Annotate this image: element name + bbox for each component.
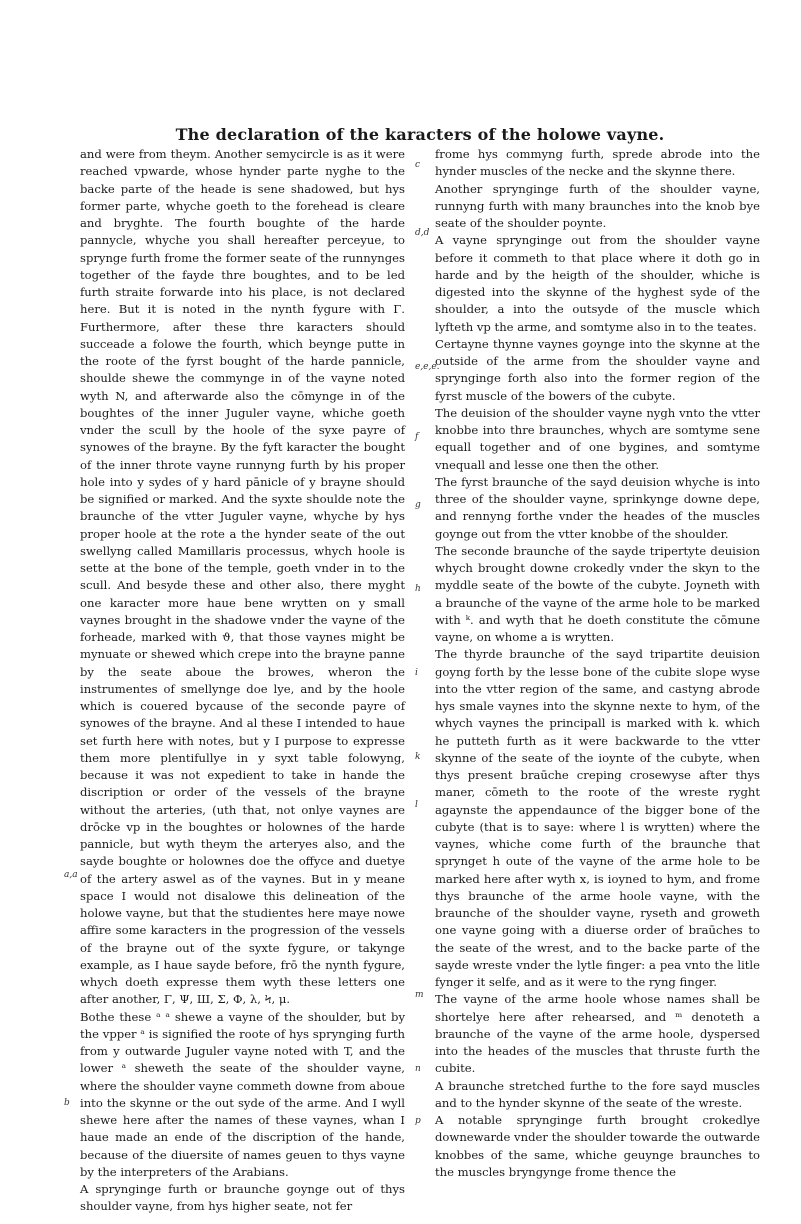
right-paragraph-6: The fyrst braunche of the sayd deuision whyche is into three of the shoulder vayne, sprinkynge downe depe, and rennyng forthe vnder the heades of the muscles goynge out from the vtter knobbe of the shoulder.: [435, 474, 760, 541]
left-paragraph-1: and were from theym. Another semycircle is as it were reached vpwarde, whose hynder parte nyghe to the backe parte of the heade is sene shadowed, but hys former parte, whyche goeth to the forehead is cleare and bryghte. The fourth boughte of the harde pannycle, whyche you shall hereafter perceyue, to sprynge furth frome the former seate of the runnynges together of the fayde thre boughtes, and to be led furth straite forwarde into his place, is not declared here. But it is noted in the nynth fygure with Γ. Furthermore, after these thre karacters should succeade a folowe the fourth, which beynge putte in the roote of the fyrst bought of the harde pannicle, shoulde shewe the commynge in of the vayne noted wyth N, and afterwarde also the cōmynge in of the boughtes of the inner Juguler vayne, whiche goeth vnder the scull by the hoole of the syxe payre of synowes of the brayne. By the fyft karacter the bought of the inner throte vayne runnyng furth by his proper hole into y sydes of y hard pānicle of y brayne should be signified or marked. And the syxte shoulde note the braunche of the vtter Juguler vayne, whyche by hys proper hoole at the rote a the hynder seate of the out swellyng called Mamillaris processus, whych hoole is sette at the bone of the temple, goeth vnder in to the scull. And besyde these and other also, there myght one karacter more haue bene wrytten on y small vaynes brought in the shadowe vnder the vayne of the forheade, marked with ϑ, that those vaynes might be mynuate or shewed which crepe into the brayne panne by the seate aboue the browes, wheron the instrumentes of smellynge doe lye, and by the hoole which is couered bycause of the seconde payre of synowes of the brayne. And al these I intended to haue set furth here with notes, but y I purpose to expresse them more plentifullye in y syxt table folowyng, because it was not expedient to take in hande the discription or order of the vessels of the brayne without the arteries, (uth that, not onlye vaynes are drōcke vp in the boughtes or holownes of the harde pannicle, but wyth theym the arteryes also, and the sayde boughte or holownes doe the offyce and duetye of the artery aswel as of the vaynes. But in y meane space I would not disalowe this delineation of the holowe vayne, but that the studientes here maye nowe affire some karacters in the progression of the vessels of the brayne out of the syxte fygure, or takynge example, as I haue sayde before, frō the nynth fygure, whych doeth expresse them wyth these letters one after another, Γ, Ψ, Ш, Σ, Φ, λ, Ϟ, μ.: [80, 147, 405, 1007]
right-paragraph-9: The vayne of the arme hoole whose names shall be shortelye here after rehearsed, and ᵐ denoteth a braunche of the vayne of the arme hoole, dyspersed into the heades of the muscles that thruste furth the cubite.: [435, 992, 760, 1076]
right-paragraph-8: The thyrde braunche of the sayd tripartite deuision goyng forth by the lesse bone of the cubite slope wyse into the vtter region of the same, and castyng abrode hys smale vaynes into the skynne nexte to hym, of the whych vaynes the principall is marked with k. which he putteth furth as it were backwarde to the vtter skynne of the seate of the ioynte of the cubyte, when thys present braūche creping crosewyse after thys maner, cōmeth to the roote of the wreste ryght agaynste the appendaunce of the bigger bone of the cubyte (that is to saye: where l is wrytten) where the vaynes, whiche come furth of the braunche that sprynget h oute of the vayne of the arme hole to be marked here after wyth x, is ioyned to hym, and frome thys braunche of the arme hoole vayne, with the braunche of the shoulder vayne, ryseth and groweth one vayne going with a diuerse order of braūches to the seate of the wrest, and to the backe parte of the sayde wreste vnder the lytle finger: a pea vnto the litle fynger it selfe, and as it were to the ryng finger.: [435, 647, 760, 989]
left-column: [80, 146, 405, 1216]
left-paragraph-3: A sprynginge furth or braunche goynge out of thys shoulder vayne, from hys higher seate, not fer: [80, 1182, 405, 1214]
margin-mark-g: g: [415, 500, 421, 510]
margin-mark-b: b: [64, 1098, 70, 1108]
right-paragraph-5: The deuision of the shoulder vayne nygh vnto the vtter knobbe into thre braunches, whych are somtyme sene equall together and of one bygines, and somtyme vnequall and lesse one then the other.: [435, 405, 760, 472]
margin-mark-a: a,a: [64, 870, 78, 880]
margin-mark-c: c: [415, 160, 421, 170]
margin-mark-l: l: [415, 800, 418, 810]
right-paragraph-4: Certayne thynne vaynes goynge into the skynne at the outside of the arme from the shoulder vayne and sprynginge forth also into the former region of the fyrst muscle of the bowers of the cubyte.: [435, 336, 760, 403]
right-paragraph-7: The seconde braunche of the sayde tripertyte deuision whych brought downe crokedly vnder the skyn to the myddle seate of the bowte of the cubyte. Joyneth with a braunche of the vayne of the arme hole to be marked with ᵏ. and wyth that he doeth constitute the cōmune vayne, on whome a is wrytten.: [435, 543, 760, 644]
margin-mark-f: f: [415, 432, 419, 442]
right-paragraph-1: frome hys commyng furth, sprede abrode into the hynder muscles of the necke and the skynne there.: [435, 147, 760, 179]
margin-mark-k: k: [415, 752, 421, 762]
margin-mark-h: h: [415, 584, 421, 594]
right-paragraph-11: A notable sprynginge furth brought crokedlye downewarde vnder the shoulder towarde the outwarde knobbes of the same, whiche geuynge braunches to the muscles bryngynge frome thence the: [435, 1113, 760, 1179]
margin-mark-d: d,d: [415, 228, 430, 238]
margin-mark-n: n: [415, 1064, 421, 1074]
left-paragraph-2: Bothe these ᵃ ᵃ shewe a vayne of the shoulder, but by the vpper ᵃ is signified the roote of hys sprynging furth from y outwarde Juguler vayne noted with T, and the lower ᵃ sheweth the seate of the shoulder vayne, where the shoulder vayne commeth downe from aboue into the skynne or the out syde of the arme. And I wyll shewe here after the names of these vaynes, whan I haue made an ende of the discription of the hande, because of the diuersite of names geuen to thys vayne by the interpreters of the Arabians.: [80, 1009, 405, 1179]
margin-mark-m: m: [415, 990, 424, 1000]
right-paragraph-10: A braunche stretched furthe to the fore sayd muscles and to the hynder skynne of the seate of the wreste.: [435, 1078, 760, 1110]
page-header: The declaration of the karacters of the holowe vayne.: [175, 125, 665, 144]
margin-mark-p: p: [415, 1116, 421, 1126]
margin-mark-i: i: [415, 668, 418, 678]
right-paragraph-2: Another sprynginge furth of the shoulder vayne, runnyng furth with many braunches into the knob bye seate of the shoulder poynte.: [435, 181, 760, 230]
right-column: [435, 146, 760, 1181]
margin-mark-e: e,e,e.: [415, 362, 440, 372]
right-paragraph-3: A vayne sprynginge out from the shoulder vayne before it commeth to that place where it doth go in harde and by the heigth of the shoulder, whiche is digested into the skynne of the hyghest syde of the shoulder, a into the outsyde of the muscle which lyfteth vp the arme, and somtyme also in to the teates.: [435, 233, 760, 334]
